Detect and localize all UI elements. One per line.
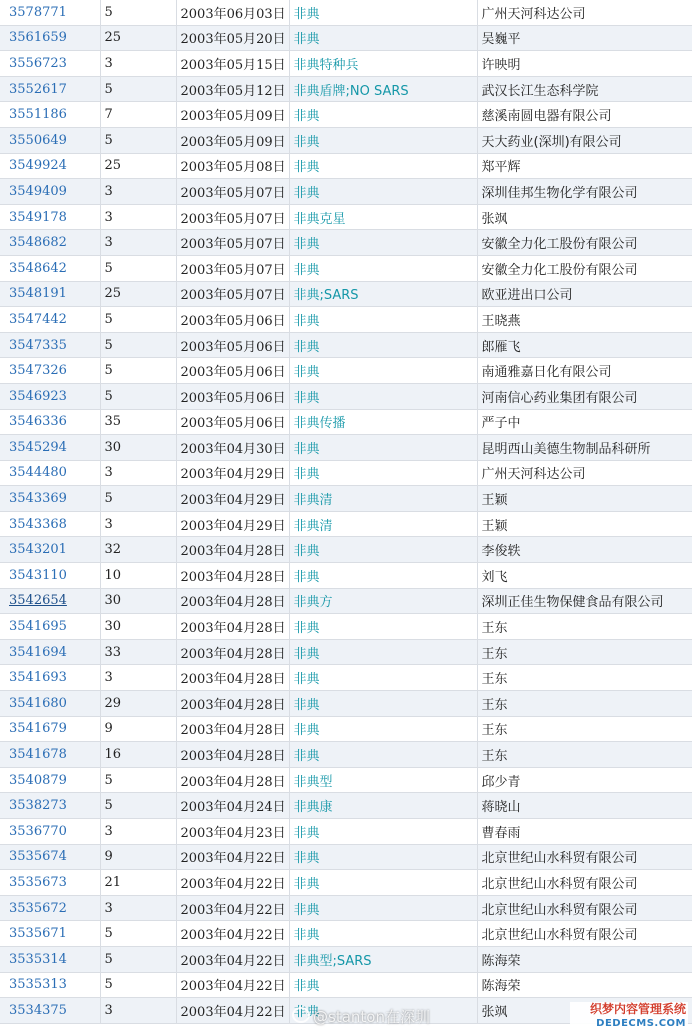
date-cell: 2003年05月07日 [176,179,289,205]
trademark-name-link[interactable]: 非典盾牌;NO SARS [289,76,477,102]
class-cell: 25 [100,281,176,307]
applicant-cell: 北京世纪山水科贸有限公司 [477,870,692,896]
date-cell: 2003年04月28日 [176,614,289,640]
date-cell: 2003年05月07日 [176,204,289,230]
site-badge-title: 织梦内容管理系统 [589,1002,686,1016]
date-cell: 2003年04月30日 [176,435,289,461]
table-row [0,921,692,947]
registration-number-link[interactable]: 3540879 [0,767,100,793]
trademark-name-link[interactable]: 非典 [289,25,477,51]
weibo-icon [292,1007,310,1023]
applicant-cell: 王颖 [477,511,692,537]
registration-number-link[interactable]: 3535672 [0,895,100,921]
applicant-cell: 武汉长江生态科学院 [477,76,692,102]
applicant-cell: 北京世纪山水科贸有限公司 [477,895,692,921]
trademark-name-link[interactable]: 非典 [289,332,477,358]
table-row [0,255,692,281]
class-cell: 3 [100,665,176,691]
date-cell: 2003年04月22日 [176,998,289,1024]
class-cell: 9 [100,716,176,742]
class-cell: 5 [100,127,176,153]
applicant-cell: 蒋晓山 [477,793,692,819]
class-cell: 3 [100,51,176,77]
table-row [0,179,692,205]
date-cell: 2003年04月28日 [176,716,289,742]
registration-number-link[interactable]: 3535673 [0,870,100,896]
applicant-cell: 许映明 [477,51,692,77]
class-cell: 3 [100,895,176,921]
applicant-cell: 陈海荣 [477,946,692,972]
trademark-name-link[interactable]: 非典 [289,614,477,640]
table-row [0,76,692,102]
trademark-name-link[interactable]: 非典 [289,537,477,563]
class-cell: 21 [100,870,176,896]
class-cell: 9 [100,844,176,870]
table-row [0,281,692,307]
date-cell: 2003年04月29日 [176,460,289,486]
class-cell: 5 [100,358,176,384]
table-row [0,767,692,793]
date-cell: 2003年04月29日 [176,511,289,537]
trademark-name-link[interactable]: 非典 [289,127,477,153]
table-row [0,742,692,768]
table-row [0,25,692,51]
trademark-name-link[interactable]: 非典 [289,972,477,998]
trademark-name-link[interactable]: 非典 [289,383,477,409]
registration-number-link[interactable]: 3541678 [0,742,100,768]
table-row [0,486,692,512]
watermark-text: @stanton在深圳 [313,1008,430,1026]
site-badge-domain: DEDECMS.COM [596,1018,686,1029]
registration-number-link[interactable]: 3556723 [0,51,100,77]
applicant-cell: 广州天河科达公司 [477,0,692,25]
registration-number-link[interactable]: 3535313 [0,972,100,998]
trademark-name-link[interactable]: 非典 [289,639,477,665]
table-row [0,614,692,640]
class-cell: 3 [100,819,176,845]
registration-number-link[interactable]: 3548642 [0,255,100,281]
class-cell: 35 [100,409,176,435]
applicant-cell: 王东 [477,691,692,717]
trademark-name-link[interactable]: 非典方 [289,588,477,614]
applicant-cell: 陈海荣 [477,972,692,998]
date-cell: 2003年04月22日 [176,895,289,921]
applicant-cell: 广州天河科达公司 [477,460,692,486]
trademark-name-link[interactable]: 非典 [289,435,477,461]
trademark-name-link[interactable]: 非典 [289,921,477,947]
class-cell: 29 [100,691,176,717]
applicant-cell: 王东 [477,665,692,691]
class-cell: 30 [100,588,176,614]
date-cell: 2003年05月06日 [176,358,289,384]
registration-number-link[interactable]: 3543201 [0,537,100,563]
registration-number-link[interactable]: 3545294 [0,435,100,461]
applicant-cell: 张飒 [477,204,692,230]
table-row [0,588,692,614]
applicant-cell: 曹春雨 [477,819,692,845]
trademark-name-link[interactable]: 非典 [289,255,477,281]
class-cell: 3 [100,179,176,205]
trademark-name-link[interactable]: 非典 [289,102,477,128]
trademark-name-link[interactable]: 非典传播 [289,409,477,435]
class-cell: 5 [100,332,176,358]
date-cell: 2003年04月28日 [176,691,289,717]
class-cell: 5 [100,946,176,972]
trademark-name-link[interactable]: 非典 [289,998,477,1024]
applicant-cell: 天大药业(深圳)有限公司 [477,127,692,153]
date-cell: 2003年05月06日 [176,383,289,409]
class-cell: 5 [100,972,176,998]
table-row [0,537,692,563]
registration-number-link[interactable]: 3541695 [0,614,100,640]
trademark-name-link[interactable]: 非典 [289,844,477,870]
trademark-name-link[interactable]: 非典清 [289,511,477,537]
trademark-name-link[interactable]: 非典康 [289,793,477,819]
registration-number-link[interactable]: 3546336 [0,409,100,435]
applicant-cell: 郎雁飞 [477,332,692,358]
registration-number-link[interactable]: 3535314 [0,946,100,972]
registration-number-link[interactable]: 3547442 [0,307,100,333]
class-cell: 7 [100,102,176,128]
registration-number-link[interactable]: 3536770 [0,819,100,845]
table-row [0,563,692,589]
class-cell: 10 [100,563,176,589]
class-cell: 5 [100,0,176,25]
registration-number-link[interactable]: 3541680 [0,691,100,717]
class-cell: 5 [100,383,176,409]
class-cell: 3 [100,998,176,1024]
class-cell: 5 [100,76,176,102]
registration-number-link[interactable]: 3546923 [0,383,100,409]
registration-number-link[interactable]: 3551186 [0,102,100,128]
applicant-cell: 欧亚进出口公司 [477,281,692,307]
table-row [0,332,692,358]
registration-number-link[interactable]: 3552617 [0,76,100,102]
applicant-cell: 张飒 [477,998,692,1024]
applicant-cell: 郑平辉 [477,153,692,179]
trademark-name-link[interactable]: 非典 [289,0,477,25]
applicant-cell: 北京世纪山水科贸有限公司 [477,844,692,870]
table-row [0,230,692,256]
date-cell: 2003年04月24日 [176,793,289,819]
registration-number-link[interactable]: 3543369 [0,486,100,512]
class-cell: 5 [100,921,176,947]
class-cell: 16 [100,742,176,768]
table-row [0,844,692,870]
applicant-cell: 严子中 [477,409,692,435]
class-cell: 3 [100,511,176,537]
applicant-cell: 昆明西山美德生物制品科研所 [477,435,692,461]
date-cell: 2003年05月08日 [176,153,289,179]
applicant-cell: 邱少青 [477,767,692,793]
site-badge [570,1002,688,1032]
applicant-cell: 深圳佳邦生物化学有限公司 [477,179,692,205]
registration-number-link[interactable]: 3538273 [0,793,100,819]
class-cell: 5 [100,307,176,333]
trademark-name-link[interactable]: 非典 [289,895,477,921]
registration-number-link[interactable]: 3541679 [0,716,100,742]
table-row [0,102,692,128]
table-row [0,639,692,665]
registration-number-link[interactable]: 3548191 [0,281,100,307]
applicant-cell: 王颖 [477,486,692,512]
registration-number-link[interactable]: 3543368 [0,511,100,537]
date-cell: 2003年04月23日 [176,819,289,845]
class-cell: 5 [100,486,176,512]
class-cell: 33 [100,639,176,665]
trademark-name-link[interactable]: 非典 [289,819,477,845]
date-cell: 2003年05月06日 [176,409,289,435]
trademark-name-link[interactable]: 非典 [289,691,477,717]
table-row [0,972,692,998]
applicant-cell: 王东 [477,716,692,742]
applicant-cell: 慈溪南圆电器有限公司 [477,102,692,128]
table-row [0,946,692,972]
registration-number-link[interactable]: 3578771 [0,0,100,25]
table-row [0,0,692,25]
date-cell: 2003年04月22日 [176,921,289,947]
trademark-name-link[interactable]: 非典 [289,742,477,768]
class-cell: 5 [100,793,176,819]
class-cell: 30 [100,435,176,461]
class-cell: 3 [100,230,176,256]
table-row [0,307,692,333]
table-row [0,358,692,384]
trademark-name-link[interactable]: 非典清 [289,486,477,512]
table-row [0,435,692,461]
registration-number-link[interactable]: 3541693 [0,665,100,691]
date-cell: 2003年04月28日 [176,588,289,614]
date-cell: 2003年05月20日 [176,25,289,51]
table-row [0,460,692,486]
trademark-name-link[interactable]: 非典 [289,716,477,742]
date-cell: 2003年04月28日 [176,639,289,665]
table-row [0,665,692,691]
registration-number-link[interactable]: 3549409 [0,179,100,205]
trademark-name-link[interactable]: 非典克星 [289,204,477,230]
table-row [0,716,692,742]
date-cell: 2003年04月28日 [176,665,289,691]
class-cell: 5 [100,255,176,281]
table-row [0,895,692,921]
registration-number-link[interactable]: 3549924 [0,153,100,179]
date-cell: 2003年05月07日 [176,281,289,307]
date-cell: 2003年04月22日 [176,972,289,998]
date-cell: 2003年05月09日 [176,127,289,153]
applicant-cell: 王东 [477,614,692,640]
registration-number-link[interactable]: 3548682 [0,230,100,256]
trademark-name-link[interactable]: 非典型 [289,767,477,793]
date-cell: 2003年04月28日 [176,767,289,793]
registration-number-link[interactable]: 3542654 [0,588,100,614]
applicant-cell: 安徽全力化工股份有限公司 [477,230,692,256]
applicant-cell: 安徽全力化工股份有限公司 [477,255,692,281]
date-cell: 2003年05月07日 [176,230,289,256]
applicant-cell: 北京世纪山水科贸有限公司 [477,921,692,947]
watermark [292,1006,430,1027]
class-cell: 30 [100,614,176,640]
registration-number-link[interactable]: 3549178 [0,204,100,230]
table-row [0,127,692,153]
date-cell: 2003年04月28日 [176,563,289,589]
class-cell: 25 [100,153,176,179]
trademark-name-link[interactable]: 非典 [289,179,477,205]
trademark-name-link[interactable]: 非典 [289,307,477,333]
class-cell: 5 [100,767,176,793]
registration-number-link[interactable]: 3534375 [0,998,100,1024]
date-cell: 2003年04月28日 [176,537,289,563]
trademark-name-link[interactable]: 非典 [289,358,477,384]
trademark-name-link[interactable]: 非典 [289,153,477,179]
date-cell: 2003年04月22日 [176,870,289,896]
trademark-name-link[interactable]: 非典 [289,665,477,691]
registration-number-link[interactable]: 3544480 [0,460,100,486]
date-cell: 2003年04月29日 [176,486,289,512]
date-cell: 2003年05月07日 [176,255,289,281]
applicant-cell: 南通雅嘉日化有限公司 [477,358,692,384]
table-row [0,691,692,717]
date-cell: 2003年05月06日 [176,332,289,358]
trademark-name-link[interactable]: 非典;SARS [289,281,477,307]
trademark-name-link[interactable]: 非典型;SARS [289,946,477,972]
applicant-cell: 河南信心药业集团有限公司 [477,383,692,409]
applicant-cell: 深圳正佳生物保健食品有限公司 [477,588,692,614]
class-cell: 25 [100,25,176,51]
table-row [0,793,692,819]
table-row [0,819,692,845]
trademark-name-link[interactable]: 非典 [289,563,477,589]
applicant-cell: 王东 [477,742,692,768]
table-row [0,511,692,537]
class-cell: 32 [100,537,176,563]
table-row [0,870,692,896]
trademark-name-link[interactable]: 非典特种兵 [289,51,477,77]
date-cell: 2003年05月06日 [176,307,289,333]
class-cell: 3 [100,460,176,486]
trademark-name-link[interactable]: 非典 [289,230,477,256]
class-cell: 3 [100,204,176,230]
registration-number-link[interactable]: 3547335 [0,332,100,358]
registration-number-link[interactable]: 3561659 [0,25,100,51]
applicant-cell: 李俊轶 [477,537,692,563]
applicant-cell: 刘飞 [477,563,692,589]
registration-number-link[interactable]: 3535674 [0,844,100,870]
registration-number-link[interactable]: 3547326 [0,358,100,384]
trademark-name-link[interactable]: 非典 [289,870,477,896]
date-cell: 2003年04月22日 [176,946,289,972]
date-cell: 2003年06月03日 [176,0,289,25]
date-cell: 2003年05月12日 [176,76,289,102]
registration-number-link[interactable]: 3543110 [0,563,100,589]
registration-number-link[interactable]: 3541694 [0,639,100,665]
registration-number-link[interactable]: 3550649 [0,127,100,153]
table-row [0,153,692,179]
applicant-cell: 王东 [477,639,692,665]
date-cell: 2003年04月28日 [176,742,289,768]
date-cell: 2003年05月15日 [176,51,289,77]
table-row [0,409,692,435]
date-cell: 2003年04月22日 [176,844,289,870]
trademark-name-link[interactable]: 非典 [289,460,477,486]
applicant-cell: 吴巍平 [477,25,692,51]
date-cell: 2003年05月09日 [176,102,289,128]
table-row [0,51,692,77]
applicant-cell: 王晓燕 [477,307,692,333]
table-row [0,204,692,230]
registration-number-link[interactable]: 3535671 [0,921,100,947]
table-row [0,383,692,409]
